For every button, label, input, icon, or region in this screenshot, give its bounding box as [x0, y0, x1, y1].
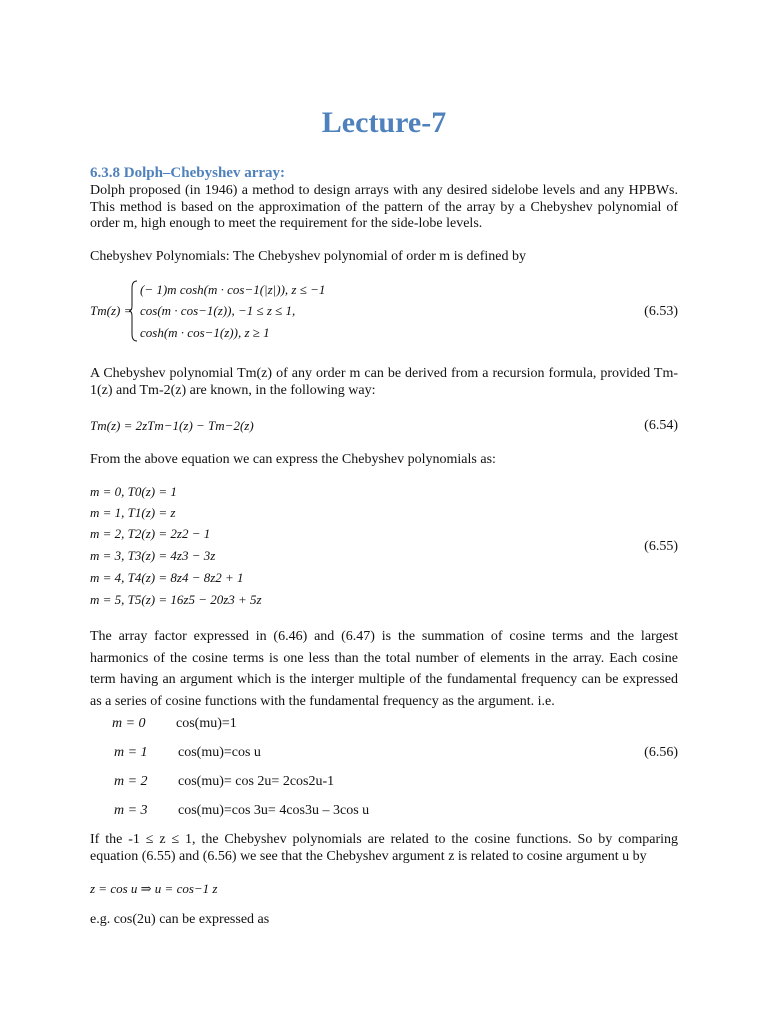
array-factor-paragraph: The array factor expressed in (6.46) and (6.47) is the summation of cosine terms and the largest harmonics of the cosine terms is one less than the total number of elements in the array. Each cosine term having an argument which is the interger multiple of the fundamental frequency can be expressed as a series of cosine functions with the fundamental frequency as the argument. i.e.: [90, 629, 678, 709]
eq-6-53-case-2: cos(m · cos−1(z)), −1 ≤ z ≤ 1,: [140, 303, 296, 318]
eq-6-56-expr: cos(mu)=1: [176, 716, 237, 731]
eq-6-56-expr: cos(mu)=cos u: [178, 745, 261, 760]
example-paragraph: e.g. cos(2u) can be expressed as: [90, 912, 270, 927]
eq-6-54: Tm(z) = 2zTm−1(z) − Tm−2(z): [90, 418, 254, 433]
eq-6-56-m: m = 3: [114, 803, 148, 818]
eq-6-54-number: (6.54): [644, 418, 678, 433]
eq-6-55-row: m = 5, T5(z) = 16z5 − 20z3 + 5z: [90, 592, 262, 607]
eq-6-56-number: (6.56): [644, 745, 678, 760]
compare-paragraph: If the -1 ≤ z ≤ 1, the Chebyshev polynomials are related to the cosine functions. So by comparing equation (6.55) and (6.56) we see that the Chebyshev argument z is related to cosine argument u by: [90, 832, 678, 864]
eq-6-56-m: m = 1: [114, 745, 148, 760]
eq-6-56-expr: cos(mu)= cos 2u= 2cos2u-1: [178, 774, 335, 789]
recursion-paragraph: A Chebyshev polynomial Tm(z) of any order m can be derived from a recursion formula, provided Tm-1(z) and Tm-2(z) are known, in the following way:: [90, 366, 678, 398]
definition-intro: Chebyshev Polynomials: The Chebyshev polynomial of order m is defined by: [90, 249, 527, 264]
eq-6-53-case-1: (− 1)m cosh(m · cos−1(|z|)), z ≤ −1: [140, 282, 326, 297]
express-paragraph: From the above equation we can express the Chebyshev polynomials as:: [90, 452, 496, 467]
section-heading: 6.3.8 Dolph–Chebyshev array:: [90, 165, 286, 181]
eq-6-53-lhs: Tm(z) =: [90, 303, 133, 318]
relation-equation: z = cos u ⇒ u = cos−1 z: [90, 881, 218, 896]
eq-6-53-case-3: cosh(m · cos−1(z)), z ≥ 1: [140, 325, 270, 340]
eq-6-55-row: m = 1, T1(z) = z: [90, 505, 176, 520]
eq-6-56-m: m = 0: [112, 716, 146, 731]
eq-6-56-m: m = 2: [114, 774, 148, 789]
eq-6-53-number: (6.53): [644, 304, 678, 319]
eq-6-55-row: m = 0, T0(z) = 1: [90, 484, 177, 499]
eq-6-55-number: (6.55): [644, 539, 678, 554]
eq-6-55-row: m = 4, T4(z) = 8z4 − 8z2 + 1: [90, 570, 244, 585]
eq-6-53-brace: [128, 280, 138, 342]
intro-paragraph: Dolph proposed (in 1946) a method to design arrays with any desired sidelobe levels and any HPBWs. This method is based on the approximation of the pattern of the array by a Chebyshev polynomial of order m, high enough to meet the requirement for the side-lobe levels.: [90, 183, 678, 231]
eq-6-55-row: m = 2, T2(z) = 2z2 − 1: [90, 526, 211, 541]
eq-6-56-expr: cos(mu)=cos 3u= 4cos3u – 3cos u: [178, 803, 370, 818]
eq-6-55-row: m = 3, T3(z) = 4z3 − 3z: [90, 548, 216, 563]
page-title: Lecture-7: [321, 106, 447, 139]
